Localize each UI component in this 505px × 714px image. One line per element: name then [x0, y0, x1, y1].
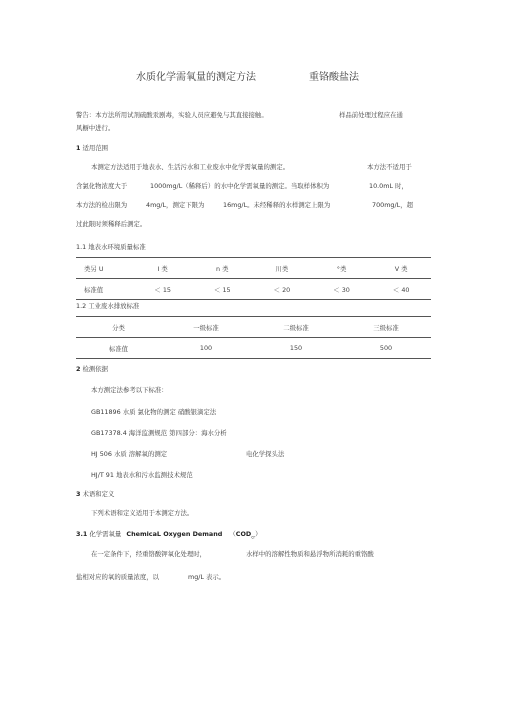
table-header-cell: °类 [312, 258, 372, 279]
reference-item: HJ/T 91 地表水和污水监测技术规范 [91, 471, 193, 479]
table-caption: 1.1 地表水环境质量标准 [76, 243, 146, 251]
paragraph-text: 1000mg/L（稀释后）的水中化学需氧量的测定。当取样体积为 [150, 182, 330, 190]
table-header-row [76, 317, 431, 338]
table-header-cell: 二级标准 [251, 317, 341, 338]
section-title: 术语和定义 [82, 490, 115, 498]
subsection-number: 3.1 [76, 530, 88, 538]
table-header-cell: I 类 [133, 258, 193, 279]
subsection-heading-cod [76, 530, 261, 541]
term-abbr-sub: cr [251, 534, 256, 540]
table-cell: 标准值 [76, 338, 161, 359]
warning-text-line2: 风橱中进行。 [76, 124, 115, 132]
paragraph-text: 10.0mL 时， [369, 182, 408, 190]
paragraph-text: 本方测定法参考以下标准： [91, 386, 168, 394]
paragraph-text: 在一定条件下，经重铬酸钾氧化处理时， [91, 550, 207, 558]
table-header-cell: n 类 [192, 258, 252, 279]
table-row [76, 338, 431, 359]
section-number: 3 [76, 490, 81, 498]
term-abbr: COD [235, 530, 252, 538]
table-cell: ＜ 15 [192, 279, 252, 300]
section-heading-terms [76, 490, 114, 498]
surface-water-table [76, 257, 431, 300]
paren-close: ） [255, 530, 262, 538]
paragraph-text: 下列术语和定义适用于本测定方法。 [91, 509, 194, 517]
paragraph-text: 过此限时须稀释后测定。 [76, 220, 147, 228]
paragraph-text: 本测定方法适用于地表水、生活污水和工业废水中化学需氧量的测定。 [91, 163, 290, 171]
reference-item: GB17378.4 海洋监测规范 第四部分：海水分析 [91, 429, 227, 437]
table-header-cell: 类另 U [76, 258, 133, 279]
table-cell: ＜ 15 [133, 279, 193, 300]
table-header-cell: 一级标准 [161, 317, 251, 338]
term-chinese: 化学需氧量 [89, 530, 122, 538]
table-cell: 标准值 [76, 279, 133, 300]
paragraph-text: 700mg/L，超 [372, 201, 413, 209]
table-cell: 100 [161, 338, 251, 359]
paragraph-text: 16mg/L。未经稀释的水样测定上限为 [223, 201, 331, 209]
section-title: 适用范围 [82, 144, 109, 152]
section-heading-basis [76, 365, 108, 373]
table-cell: 150 [251, 338, 341, 359]
reference-item-tail: 电化学探头法 [246, 450, 285, 458]
paragraph-text: 水样中的溶解性物质和悬浮物所消耗的重铬酸 [246, 550, 374, 558]
paragraph-text: 4mg/L，测定下限为 [146, 201, 205, 209]
paragraph-text: 含氯化物浓度大于 [76, 182, 128, 190]
document-title: 水质化学需氧量的测定方法 [136, 72, 256, 83]
paragraph-text: 本方法的检出限为 [76, 201, 128, 209]
document-subtitle: 重铬酸盐法 [309, 72, 359, 83]
reference-item: GB11896 水质 氯化物的测定 硝酸银滴定法 [91, 408, 217, 416]
table-header-cell: 分类 [76, 317, 161, 338]
paragraph-text: mg/L 表示。 [188, 573, 226, 581]
paragraph-text: 盐相对应的氧的质量浓度，以 [76, 573, 160, 581]
section-heading-scope [76, 144, 108, 152]
table-header-row [76, 258, 431, 279]
table-cell: ＜ 30 [312, 279, 372, 300]
paren-open: （ [229, 530, 236, 538]
warning-text: 警告：本方法所用试剂硫酸汞剧毒，实验人员应避免与其直接接触。 [76, 111, 268, 119]
table-cell: 500 [341, 338, 431, 359]
section-number: 1 [76, 144, 81, 152]
reference-item: HJ 506 水质 溶解氧的测定 [91, 450, 168, 458]
term-english: ChemicaL Oxygen Demand [126, 530, 223, 538]
section-title: 检测依据 [82, 365, 109, 373]
table-cell: ＜ 20 [252, 279, 312, 300]
industrial-wastewater-table [76, 316, 431, 359]
table-caption: 1.2 工业废水排放标准 [76, 302, 140, 310]
paragraph-text: 本方法不适用于 [367, 163, 412, 171]
table-header-cell: V 类 [371, 258, 431, 279]
table-row [76, 279, 431, 300]
warning-text-cont: 样品前处理过程应在通 [339, 111, 403, 119]
table-header-cell: 三级标准 [341, 317, 431, 338]
table-header-cell: 川类 [252, 258, 312, 279]
table-cell: ＜ 40 [371, 279, 431, 300]
section-number: 2 [76, 365, 81, 373]
